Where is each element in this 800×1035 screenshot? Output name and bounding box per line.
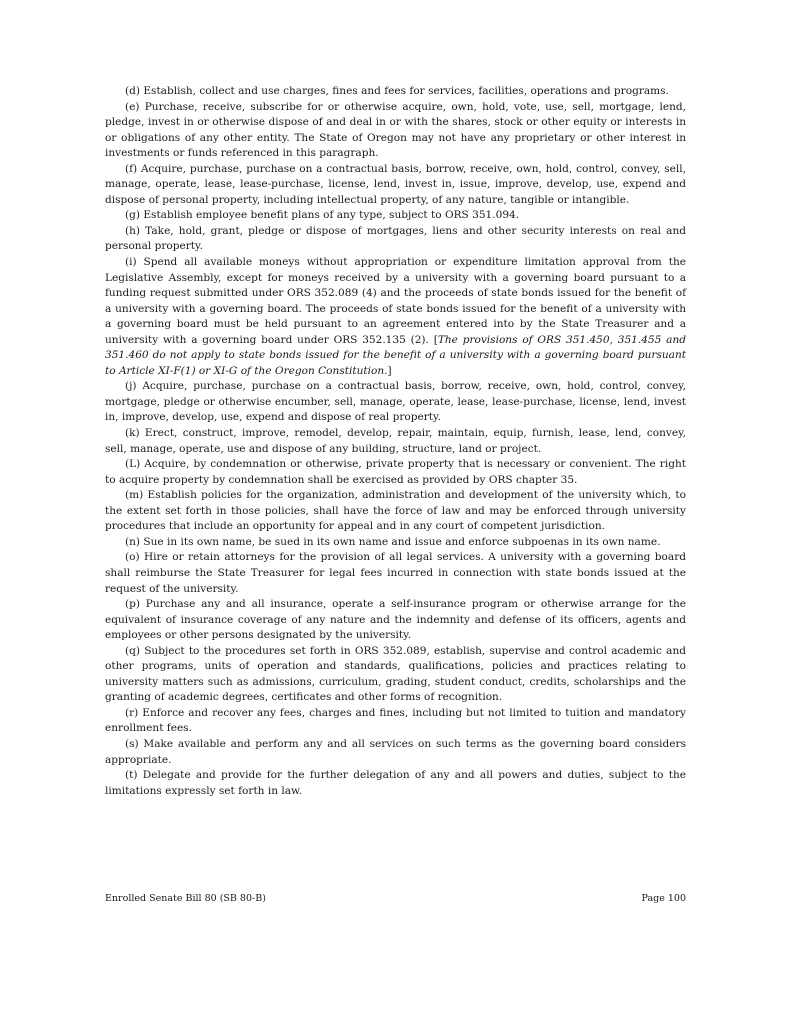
document-body: [105, 84, 686, 799]
paragraph-p: (p) Purchase any and all insurance, operate a self-insurance program or otherwise arrange for the equivalent of insurance coverage of any nature and the indemnity and defense of its officers, agents and employees or other persons designated by the university.: [105, 598, 686, 642]
paragraph-g: (g) Establish employee benefit plans of any type, subject to ORS 351.094.: [125, 209, 520, 222]
paragraph-n: (n) Sue in its own name, be sued in its own name and issue and enforce subpoenas in its own name.: [125, 535, 661, 548]
paragraph-s: (s) Make available and perform any and all services on such terms as the governing board considers appropriate.: [105, 737, 686, 766]
paragraph-t: (t) Delegate and provide for the further delegation of any and all powers and duties, subject to the limitations expressly set forth in law.: [105, 769, 686, 797]
paragraph-i-tail: ]: [387, 364, 392, 377]
paragraph-e: (e) Purchase, receive, subscribe for or otherwise acquire, own, hold, vote, use, sell, mortgage, lend, pledge, invest in or otherwise dispose of and deal in or with the shares, stock or other equity or interests in or obligations of any other entity. The State of Oregon may not have any proprietary or other interest in investments or funds referenced in this paragraph.: [105, 100, 686, 160]
paragraph-m: (m) Establish policies for the organization, administration and development of the university which, to the extent set forth in those policies, shall have the force of law and may be enforced through university procedures that include an opportunity for appeal and in any court of competent jurisdiction.: [105, 489, 686, 533]
paragraph-q: (q) Subject to the procedures set forth in ORS 352.089, establish, supervise and control academic and other programs, units of operation and standards, qualifications, policies and practices relating to university matters such as admissions, curriculum, grading, student conduct, credits, scholarships and the granting of academic degrees, certificates and other forms of recognition.: [105, 644, 686, 704]
paragraph-i-italic-note: The provisions of ORS 351.450, 351.455 and 351.460 do not apply to state bonds issued for the benefit of a university with a governing board pursuant to Article XI-F(1) or XI-G of the Oregon Constitution.: [105, 333, 687, 377]
paragraph-o: (o) Hire or retain attorneys for the provision of all legal services. A university with a governing board shall reimburse the State Treasurer for legal fees incurred in connection with state bonds issued at the request of the university.: [105, 551, 686, 595]
paragraph-f: (f) Acquire, purchase, purchase on a contractual basis, borrow, receive, own, hold, control, convey, sell, manage, operate, lease, lease-purchase, license, lend, invest in, issue, improve, develop, use, expend and dispose of personal property, including intellectual property, of any nature, tangible or intangible.: [105, 162, 686, 206]
footer-bill-name: Enrolled Senate Bill 80 (SB 80-B): [105, 893, 266, 904]
paragraph-h: (h) Take, hold, grant, pledge or dispose of mortgages, liens and other security interests on real and personal property.: [105, 224, 686, 253]
page-footer: [105, 893, 686, 904]
paragraph-k: (k) Erect, construct, improve, remodel, develop, repair, maintain, equip, furnish, lease, lend, convey, sell, manage, operate, use and dispose of any building, structure, land or project.: [105, 427, 686, 455]
paragraph-j: (j) Acquire, purchase, purchase on a contractual basis, borrow, receive, own, hold, control, convey, mortgage, pledge or otherwise encumber, sell, manage, operate, lease, lease-purchase, license, lend, invest in, improve, develop, use, expend and dispose of real property.: [105, 380, 686, 424]
paragraph-l: (L) Acquire, by condemnation or otherwise, private property that is necessary or convenient. The right to acquire property by condemnation shall be exercised as provided by ORS chapter 35.: [105, 458, 686, 486]
paragraph-d: (d) Establish, collect and use charges, fines and fees for services, facilities, operations and programs.: [125, 85, 669, 97]
paragraph-i: [105, 255, 686, 379]
footer-page-number: Page 100: [641, 893, 686, 904]
paragraph-i-text: (i) Spend all available moneys without appropriation or expenditure limitation approval from the Legislative Assembly, except for moneys received by a university with a governing board pursuant to a funding request submitted under ORS 352.089 (4) and the proceeds of state bonds issued for the benefit of a university with a governing board. The proceeds of state bonds issued for the benefit of a university with a governing board must be held pursuant to an agreement entered into by the State Treasurer and a university with a governing board under ORS 352.135 (2). [: [105, 256, 686, 346]
paragraph-r: (r) Enforce and recover any fees, charges and fines, including but not limited to tuition and mandatory enrollment fees.: [105, 706, 686, 735]
